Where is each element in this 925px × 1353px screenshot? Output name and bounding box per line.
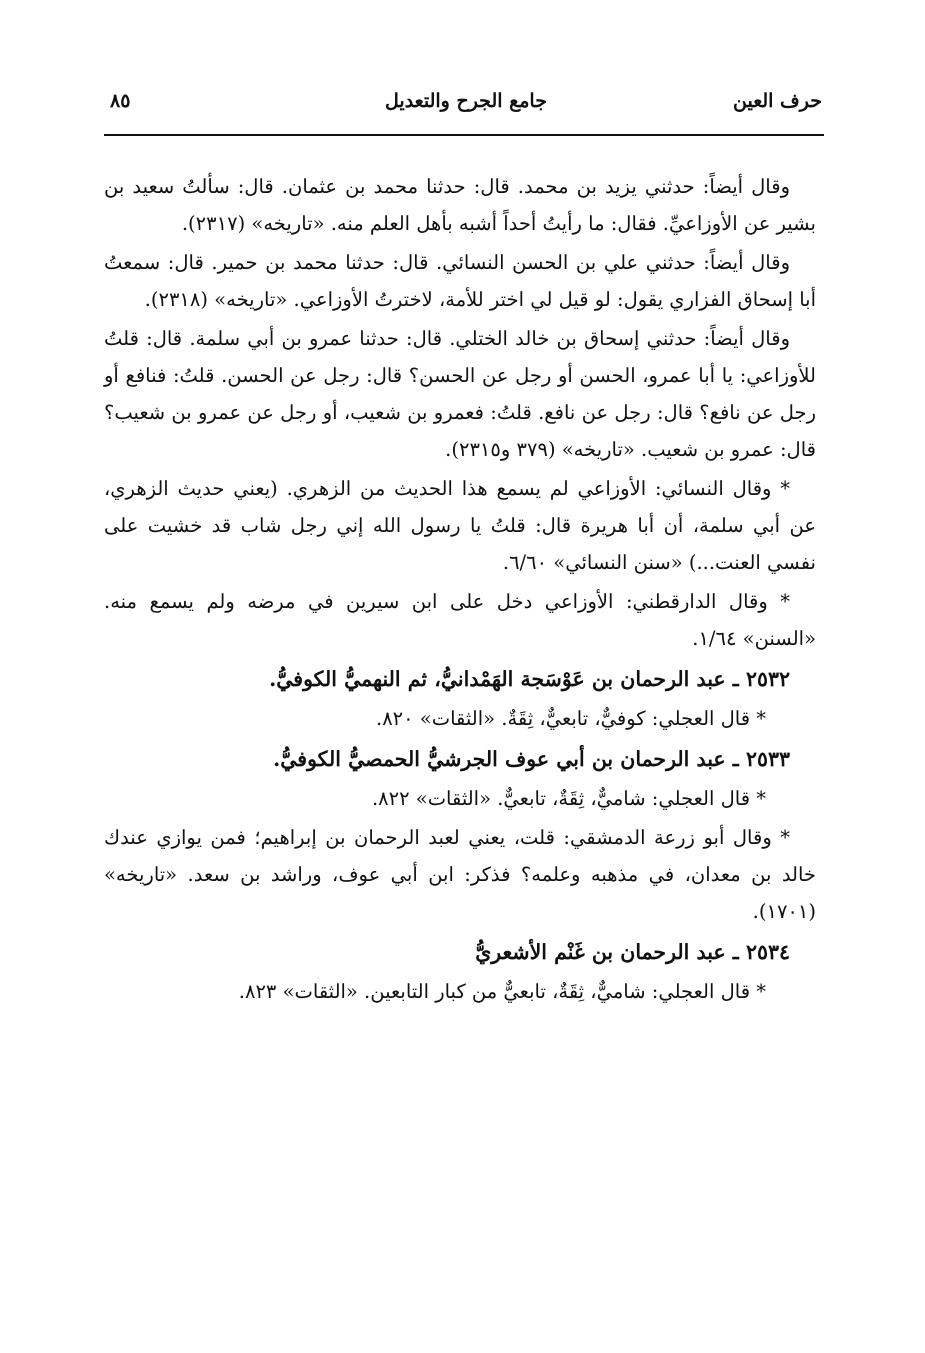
paragraph: * قال العجلي: شاميٌّ، ثِقَةٌ، تابعيٌّ. «الثقات» ٨٢٢. xyxy=(371,787,766,810)
paragraph: * وقال النسائي: الأوزاعي لم يسمع هذا الحديث من الزهري. (يعني حديث الزهري، عن أبي سلمة، أن أبا هريرة قال: قلتُ يا رسول الله إني رجل شاب قد خشيت على نفسي العنت...) «سنن النسائي» ٦/٦٠. xyxy=(104,477,816,574)
book-title: جامع الجرح والتعديل xyxy=(385,90,547,112)
paragraph: وقال أيضاً: حدثني علي بن الحسن النسائي. قال: حدثنا محمد بن حمير. قال: سمعتُ أبا إسحاق الفزاري يقول: لو قيل لي اختر للأمة، لاخترتُ الأوزاعي. «تاريخه» (٢٣١٨). xyxy=(104,251,816,311)
paragraph: * وقال أبو زرعة الدمشقي: قلت، يعني لعبد الرحمان بن إبراهيم؛ فمن يوازي عندك خالد بن معدان، في مذهبه وعلمه؟ فذكر: ابن أبي عوف، وراشد بن سعد. «تاريخه» (١٧٠١). xyxy=(104,826,816,923)
entry-heading: ٢٥٣٢ ـ عبد الرحمان بن عَوْسَجة الهَمْدانيُّ، ثم النهميُّ الكوفيُّ. xyxy=(269,667,790,691)
page-body xyxy=(104,168,816,1012)
paragraph: * قال العجلي: شاميٌّ، ثِقَةٌ، تابعيٌّ من كبار التابعين. «الثقات» ٨٢٣. xyxy=(238,980,766,1003)
page-number: ٨٥ xyxy=(110,90,131,112)
header-divider xyxy=(104,134,824,136)
paragraph: * قال العجلي: كوفيٌّ، تابعيٌّ، ثِقَةٌ. «الثقات» ٨٢٠. xyxy=(375,707,766,730)
entry-heading: ٢٥٣٣ ـ عبد الرحمان بن أبي عوف الجرشيُّ الحمصيُّ الكوفيُّ. xyxy=(273,747,790,771)
running-header xyxy=(110,88,822,128)
paragraph: وقال أيضاً: حدثني يزيد بن محمد. قال: حدثنا محمد بن عثمان. قال: سألتُ سعيد بن بشير عن الأوزاعيِّ. فقال: ما رأيتُ أحداً أشبه بأهل العلم منه. «تاريخه» (٢٣١٧). xyxy=(104,175,816,235)
paragraph: وقال أيضاً: حدثني إسحاق بن خالد الختلي. قال: حدثنا عمرو بن أبي سلمة. قال: قلتُ للأوزاعي: يا أبا عمرو، الحسن أو رجل عن الحسن؟ قال: رجل عن الحسن. قلتُ: فنافع أو رجل عن نافع؟ قال: رجل عن نافع. قلتُ: فعمرو بن شعيب، أو رجل عن عمرو بن شعيب؟ قال: عمرو بن شعيب. «تاريخه» (٣٧٩ و٢٣١٥). xyxy=(104,327,816,461)
entry-heading: ٢٥٣٤ ـ عبد الرحمان بن غَنْم الأشعريُّ xyxy=(475,940,790,964)
paragraph: * وقال الدارقطني: الأوزاعي دخل على ابن سيرين في مرضه ولم يسمع منه. «السنن» ١/٦٤. xyxy=(104,590,816,650)
chapter-title: حرف العين xyxy=(733,90,822,112)
